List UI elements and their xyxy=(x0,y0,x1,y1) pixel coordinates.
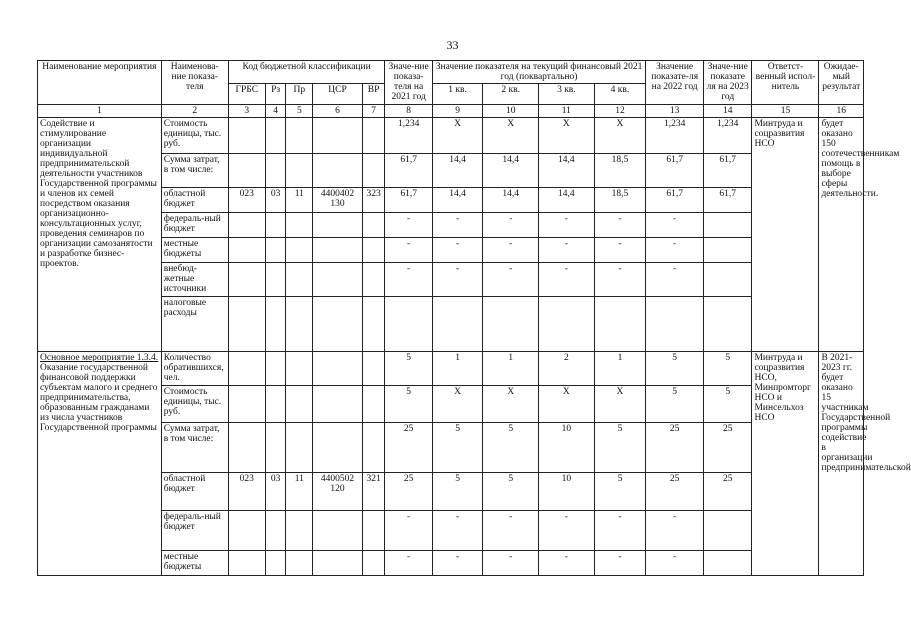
q4-cell: X xyxy=(594,118,646,154)
q1-cell xyxy=(432,297,483,352)
q1-cell: - xyxy=(432,263,483,297)
q1-cell: - xyxy=(432,511,483,551)
measure-text: Содействие и стимулирование организации индивидуальной предпринимательской деятельности участников Государственной программы и членов их семей посредством оказания организационно-консультационных услуг, проведения семинаров по организации самозанятости и разработке бизнес-проектов. xyxy=(40,119,157,269)
vr-cell xyxy=(362,297,385,352)
value-2023-cell xyxy=(704,213,752,238)
q4-cell: - xyxy=(594,511,646,551)
column-number: 14 xyxy=(704,105,752,118)
header-q3: 3 кв. xyxy=(539,84,595,105)
value-2023-cell xyxy=(704,297,752,352)
pr-cell xyxy=(286,423,313,473)
q4-cell: X xyxy=(594,386,646,423)
value-2021-cell: 61,7 xyxy=(385,188,432,213)
value-2022-cell: 61,7 xyxy=(646,188,704,213)
q4-cell: - xyxy=(594,238,646,263)
pr-cell xyxy=(286,154,313,188)
header-result: Ожидае-мый результат xyxy=(819,61,864,105)
rz-cell xyxy=(265,213,286,238)
column-number: 2 xyxy=(161,105,228,118)
table-row xyxy=(38,352,864,386)
measure-cell xyxy=(38,118,162,352)
csr-cell xyxy=(313,352,362,386)
grbs-cell xyxy=(228,352,265,386)
value-2022-cell: 61,7 xyxy=(646,154,704,188)
value-2023-cell xyxy=(704,551,752,576)
csr-cell xyxy=(313,238,362,263)
q3-cell: 14,4 xyxy=(539,188,595,213)
pr-cell xyxy=(286,118,313,154)
csr-cell xyxy=(313,297,362,352)
rz-cell xyxy=(265,154,286,188)
q1-cell: 14,4 xyxy=(432,154,483,188)
value-2021-cell: 61,7 xyxy=(385,154,432,188)
grbs-cell: 023 xyxy=(228,188,265,213)
rz-cell: 03 xyxy=(265,473,286,511)
q2-cell: - xyxy=(483,551,539,576)
header-csr: ЦСР xyxy=(313,84,362,105)
csr-cell: 4400402 130 xyxy=(313,188,362,213)
q1-cell: - xyxy=(432,551,483,576)
grbs-cell xyxy=(228,118,265,154)
vr-cell xyxy=(362,238,385,263)
value-2021-cell: 5 xyxy=(385,352,432,386)
q3-cell: - xyxy=(539,511,595,551)
grbs-cell xyxy=(228,213,265,238)
column-number: 15 xyxy=(752,105,819,118)
csr-cell xyxy=(313,154,362,188)
column-number: 16 xyxy=(819,105,864,118)
value-2023-cell xyxy=(704,263,752,297)
vr-cell xyxy=(362,118,385,154)
q3-cell: X xyxy=(539,118,595,154)
value-2023-cell xyxy=(704,511,752,551)
q3-cell: 10 xyxy=(539,473,595,511)
value-2021-cell: - xyxy=(385,511,432,551)
value-2021-cell: 5 xyxy=(385,386,432,423)
q4-cell xyxy=(594,297,646,352)
q3-cell: - xyxy=(539,238,595,263)
q1-cell: X xyxy=(432,118,483,154)
q1-cell: - xyxy=(432,238,483,263)
header-executor: Ответст-венный испол-нитель xyxy=(752,61,819,105)
header-row xyxy=(38,61,864,84)
vr-cell xyxy=(362,386,385,423)
column-number: 10 xyxy=(483,105,539,118)
pr-cell xyxy=(286,238,313,263)
value-2021-cell: - xyxy=(385,263,432,297)
vr-cell xyxy=(362,423,385,473)
indicator-cell: местные бюджеты xyxy=(161,238,228,263)
vr-cell xyxy=(362,213,385,238)
header-q4: 4 кв. xyxy=(594,84,646,105)
q2-cell xyxy=(483,297,539,352)
table-row xyxy=(38,188,864,213)
value-2022-cell: 5 xyxy=(646,352,704,386)
q2-cell: 5 xyxy=(483,473,539,511)
value-2023-cell: 25 xyxy=(704,473,752,511)
grbs-cell xyxy=(228,297,265,352)
table-row xyxy=(38,238,864,263)
measure-title: Основное мероприятие 1.3.4. xyxy=(40,353,159,363)
indicator-cell: местные бюджеты xyxy=(161,551,228,576)
q4-cell: - xyxy=(594,213,646,238)
q4-cell: 18,5 xyxy=(594,188,646,213)
indicator-cell: налоговые расходы xyxy=(161,297,228,352)
executor-cell: Минтруда и соцразвития НСО, Минпромторг НСО и Минсельхоз НСО xyxy=(752,352,819,576)
value-2022-cell: 1,234 xyxy=(646,118,704,154)
indicator-cell: Стоимость единицы, тыс. руб. xyxy=(161,118,228,154)
value-2023-cell: 61,7 xyxy=(704,188,752,213)
q3-cell: 14,4 xyxy=(539,154,595,188)
pr-cell: 11 xyxy=(286,473,313,511)
header-grbs: ГРБС xyxy=(228,84,265,105)
value-2022-cell: - xyxy=(646,213,704,238)
q4-cell: 18,5 xyxy=(594,154,646,188)
table-row xyxy=(38,423,864,473)
value-2022-cell: - xyxy=(646,511,704,551)
q3-cell: 2 xyxy=(539,352,595,386)
header-q2: 2 кв. xyxy=(483,84,539,105)
header-indicator: Наименова-ние показа-теля xyxy=(161,61,228,105)
header-current-year: Значение показателя на текущий финансовый 2021 год (поквартально) xyxy=(432,61,645,84)
value-2021-cell: - xyxy=(385,213,432,238)
header-budget-code: Код бюджетной классификации xyxy=(228,61,385,84)
table-row xyxy=(38,386,864,423)
grbs-cell xyxy=(228,263,265,297)
csr-cell xyxy=(313,263,362,297)
budget-table xyxy=(37,60,911,576)
executor-cell: Минтруда и соцразвития НСО xyxy=(752,118,819,352)
header-q1: 1 кв. xyxy=(432,84,483,105)
grbs-cell xyxy=(228,154,265,188)
table-row xyxy=(38,263,864,297)
value-2022-cell: 5 xyxy=(646,386,704,423)
rz-cell xyxy=(265,238,286,263)
value-2023-cell: 25 xyxy=(704,423,752,473)
csr-cell xyxy=(313,386,362,423)
vr-cell: 323 xyxy=(362,188,385,213)
csr-cell: 4400502 120 xyxy=(313,473,362,511)
grbs-cell xyxy=(228,238,265,263)
pr-cell xyxy=(286,551,313,576)
column-number: 12 xyxy=(594,105,646,118)
column-number: 11 xyxy=(539,105,595,118)
value-2022-cell xyxy=(646,297,704,352)
value-2022-cell: - xyxy=(646,238,704,263)
q3-cell: 10 xyxy=(539,423,595,473)
header-value-2021: Значе-ние показа-теля на 2021 год xyxy=(385,61,432,105)
grbs-cell xyxy=(228,551,265,576)
column-number: 4 xyxy=(265,105,286,118)
indicator-cell: Количество обратившихся, чел. xyxy=(161,352,228,386)
value-2023-cell: 5 xyxy=(704,386,752,423)
measure-text: Оказание государственной финансовой поддержки субъектам малого и среднего предпринимательства, образованным гражданами из числа участников Государственной программы xyxy=(40,363,158,433)
table-row xyxy=(38,473,864,511)
column-number: 13 xyxy=(646,105,704,118)
rz-cell: 03 xyxy=(265,188,286,213)
q2-cell: 14,4 xyxy=(483,188,539,213)
header-measure: Наименование мероприятия xyxy=(38,61,162,105)
grbs-cell xyxy=(228,386,265,423)
value-2022-cell: - xyxy=(646,551,704,576)
indicator-cell: областной бюджет xyxy=(161,188,228,213)
q3-cell xyxy=(539,297,595,352)
column-number: 5 xyxy=(286,105,313,118)
table-row xyxy=(38,213,864,238)
value-2021-cell: - xyxy=(385,551,432,576)
value-2022-cell: 25 xyxy=(646,473,704,511)
table-row xyxy=(38,154,864,188)
q3-cell: - xyxy=(539,213,595,238)
indicator-cell: Сумма затрат, в том числе: xyxy=(161,423,228,473)
csr-cell xyxy=(313,551,362,576)
csr-cell xyxy=(313,118,362,154)
q1-cell: 1 xyxy=(432,352,483,386)
csr-cell xyxy=(313,423,362,473)
result-cell: В 2021-2023 гг. будет оказано 15 участникам Государственной программы содействие в организации предпринимательской xyxy=(819,352,864,576)
page-number: 33 xyxy=(446,38,459,52)
q2-cell: 5 xyxy=(483,423,539,473)
vr-cell xyxy=(362,511,385,551)
pr-cell xyxy=(286,386,313,423)
pr-cell xyxy=(286,352,313,386)
q4-cell: - xyxy=(594,263,646,297)
header-pr: Пр xyxy=(286,84,313,105)
value-2021-cell: - xyxy=(385,238,432,263)
value-2022-cell: 25 xyxy=(646,423,704,473)
column-number: 9 xyxy=(432,105,483,118)
value-2023-cell xyxy=(704,238,752,263)
grbs-cell: 023 xyxy=(228,473,265,511)
rz-cell xyxy=(265,423,286,473)
vr-cell: 321 xyxy=(362,473,385,511)
grbs-cell xyxy=(228,423,265,473)
pr-cell xyxy=(286,511,313,551)
indicator-cell: федераль-ный бюджет xyxy=(161,213,228,238)
q2-cell: - xyxy=(483,213,539,238)
column-number: 3 xyxy=(228,105,265,118)
value-2022-cell: - xyxy=(646,263,704,297)
result-cell: будет оказано 150 соотечественникам помощь в выборе сферы деятельности. xyxy=(819,118,864,352)
q1-cell: 5 xyxy=(432,423,483,473)
q3-cell: X xyxy=(539,386,595,423)
value-2023-cell: 5 xyxy=(704,352,752,386)
q2-cell: - xyxy=(483,263,539,297)
q2-cell: - xyxy=(483,511,539,551)
header-value-2023: Значе-ние показате ля на 2023 год xyxy=(704,61,752,105)
pr-cell xyxy=(286,213,313,238)
vr-cell xyxy=(362,352,385,386)
table-row xyxy=(38,118,864,154)
q2-cell: X xyxy=(483,118,539,154)
pr-cell xyxy=(286,263,313,297)
value-2023-cell: 61,7 xyxy=(704,154,752,188)
grbs-cell xyxy=(228,511,265,551)
value-2021-cell: 25 xyxy=(385,423,432,473)
q1-cell: 14,4 xyxy=(432,188,483,213)
q1-cell: - xyxy=(432,213,483,238)
measure-cell xyxy=(38,352,162,576)
header-rz: Рз xyxy=(265,84,286,105)
value-2021-cell: 1,234 xyxy=(385,118,432,154)
table-row xyxy=(38,297,864,352)
table-row xyxy=(38,511,864,551)
csr-cell xyxy=(313,511,362,551)
header-value-2022: Значение показате-ля на 2022 год xyxy=(646,61,704,105)
q1-cell: X xyxy=(432,386,483,423)
column-number: 6 xyxy=(313,105,362,118)
vr-cell xyxy=(362,154,385,188)
q2-cell: - xyxy=(483,238,539,263)
value-2021-cell: 25 xyxy=(385,473,432,511)
q1-cell: 5 xyxy=(432,473,483,511)
q3-cell: - xyxy=(539,263,595,297)
rz-cell xyxy=(265,263,286,297)
q2-cell: 14,4 xyxy=(483,154,539,188)
q2-cell: 1 xyxy=(483,352,539,386)
column-number-row xyxy=(38,105,864,118)
rz-cell xyxy=(265,386,286,423)
table-row xyxy=(38,551,864,576)
pr-cell xyxy=(286,297,313,352)
header-vr: ВР xyxy=(362,84,385,105)
indicator-cell: Сумма затрат, в том числе: xyxy=(161,154,228,188)
vr-cell xyxy=(362,551,385,576)
rz-cell xyxy=(265,118,286,154)
vr-cell xyxy=(362,263,385,297)
column-number: 8 xyxy=(385,105,432,118)
indicator-cell: Стоимость единицы, тыс. руб. xyxy=(161,386,228,423)
column-number: 7 xyxy=(362,105,385,118)
indicator-cell: областной бюджет xyxy=(161,473,228,511)
rz-cell xyxy=(265,297,286,352)
q4-cell: 5 xyxy=(594,473,646,511)
q4-cell: - xyxy=(594,551,646,576)
q4-cell: 5 xyxy=(594,423,646,473)
rz-cell xyxy=(265,352,286,386)
pr-cell: 11 xyxy=(286,188,313,213)
q2-cell: X xyxy=(483,386,539,423)
rz-cell xyxy=(265,551,286,576)
csr-cell xyxy=(313,213,362,238)
indicator-cell: внебюд-жетные источники xyxy=(161,263,228,297)
q4-cell: 1 xyxy=(594,352,646,386)
value-2021-cell xyxy=(385,297,432,352)
rz-cell xyxy=(265,511,286,551)
value-2023-cell: 1,234 xyxy=(704,118,752,154)
q3-cell: - xyxy=(539,551,595,576)
column-number: 1 xyxy=(38,105,162,118)
indicator-cell: федераль-ный бюджет xyxy=(161,511,228,551)
